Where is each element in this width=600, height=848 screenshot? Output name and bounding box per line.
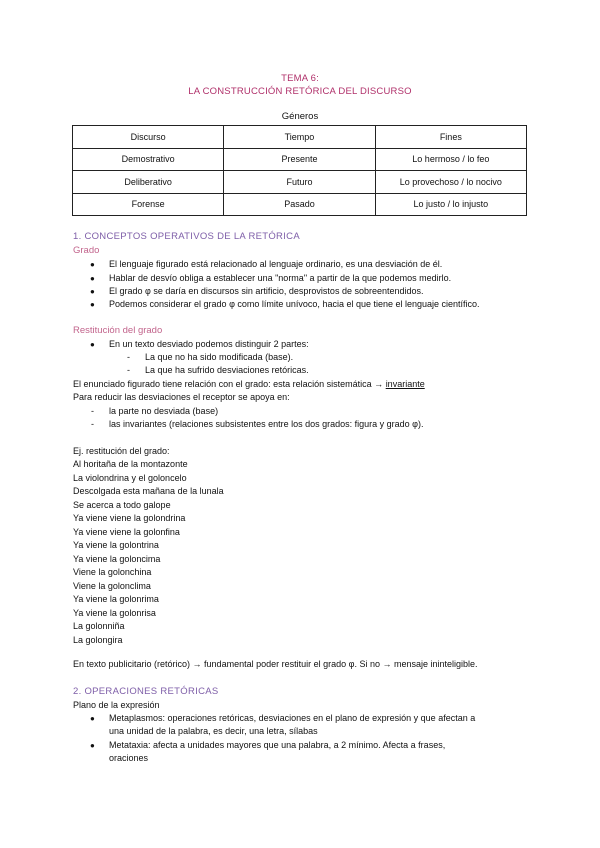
example-intro: Ej. restitución del grado: [73,446,170,456]
poem-line: Ya viene viene la golondrina [73,513,186,523]
invariante-term: invariante [385,379,425,389]
paragraph: Para reducir las desviaciones el receptor se apoya en: [73,392,290,402]
section-heading: 2. OPERACIONES RETÓRICAS [73,686,219,697]
table-cell: Presente [224,148,375,171]
document-title: LA CONSTRUCCIÓN RETÓRICA DEL DISCURSO [188,86,412,97]
list-item: las invariantes (relaciones subsistentes entre los dos grados: figura y grado φ). [109,419,424,429]
table-row [73,148,527,171]
table-cell: Futuro [224,171,375,194]
table-cell: Demostrativo [73,148,224,171]
dash-icon: - [127,365,130,375]
generos-label: Géneros [281,111,319,122]
relation-paragraph [73,379,425,390]
poem-line: Ya viene la goloncima [73,553,161,564]
bullet-icon: ● [90,287,95,296]
poem-line: Descolgada esta mañana de la lunala [73,486,224,496]
list-item: El grado φ se daría en discursos sin artificio, desprovistos de sobreentendidos. [109,286,424,296]
table-cell: Lo justo / lo injusto [375,193,526,216]
subsection-heading: Grado [73,245,100,256]
list-item: Podemos considerar el grado φ como límite unívoco, hacia el que tiene el lenguaje científico. [109,299,480,309]
list-item: La que ha sufrido desviaciones retóricas. [145,365,309,375]
table-cell: Pasado [224,193,375,216]
bullet-icon: ● [90,300,95,309]
relation-text: El enunciado figurado tiene relación con el grado: esta relación sistemática → [73,379,386,389]
table-row [73,193,527,216]
poem-line: Ya viene viene la golonfina [73,526,180,537]
poem-line: Al horitaña de la montazonte [73,459,188,469]
dash-icon: - [91,419,94,429]
poem-line: La golonniña [73,621,125,631]
poem-line: Se acerca a todo galope [73,499,171,510]
generos-table [72,125,527,216]
poem-line: Viene la golonclima [73,580,151,591]
list-item: El lenguaje figurado está relacionado al lenguaje ordinario, es una desviación de él. [109,259,443,269]
bullet-icon: ● [90,340,95,349]
tema-label: TEMA 6: [281,73,319,84]
table-cell: Deliberativo [73,171,224,194]
table-header-cell: Tiempo [224,126,375,149]
table-header-cell: Fines [375,126,526,149]
poem-line: La golongira [73,634,123,645]
paragraph: En texto publicitario (retórico) → fundamental poder restituir el grado φ. Si no → mensaje ininteligible. [73,659,478,669]
table-cell: Lo provechoso / lo nocivo [375,171,526,194]
table-header-cell: Discurso [73,126,224,149]
table-row [73,171,527,194]
poem-line: Viene la golonchina [73,567,152,577]
bullet-icon: ● [90,274,95,283]
dash-icon: - [127,352,130,362]
list-item-continuation: oraciones [109,753,149,763]
list-item: Hablar de desvío obliga a establecer una "norma" a partir de la que podemos medirlo. [109,273,452,283]
poem-line: Ya viene la golontrina [73,540,159,550]
plano-label: Plano de la expresión [73,700,160,710]
table-cell: Lo hermoso / lo feo [375,148,526,171]
list-item-continuation: una unidad de la palabra, es decir, una letra, sílabas [109,726,318,736]
list-item: La que no ha sido modificada (base). [145,352,294,362]
dash-icon: - [91,406,94,416]
list-item: En un texto desviado podemos distinguir 2 partes: [109,339,309,349]
table-header-row [73,126,527,149]
list-item: Metaplasmos: operaciones retóricas, desviaciones en el plano de expresión y que afectan a [109,713,476,723]
poem-line: La violondrina y el goloncelo [73,472,187,483]
subsection-heading: Restitución del grado [73,325,163,336]
list-item: la parte no desviada (base) [109,406,219,416]
poem-line: Ya viene la golonrisa [73,607,156,618]
poem-line: Ya viene la golonrima [73,594,159,604]
table-cell: Forense [73,193,224,216]
section-heading: 1. CONCEPTOS OPERATIVOS DE LA RETÓRICA [73,231,300,242]
bullet-icon: ● [90,741,95,750]
bullet-icon: ● [90,260,95,269]
bullet-icon: ● [90,714,95,723]
list-item: Metataxia: afecta a unidades mayores que una palabra, a 2 mínimo. Afecta a frases, [109,740,446,750]
